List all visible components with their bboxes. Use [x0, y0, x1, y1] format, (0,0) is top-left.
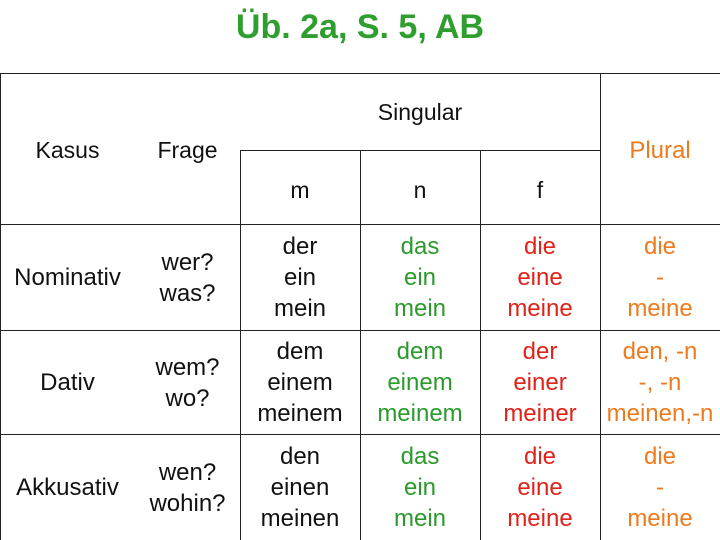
article-form: einem — [267, 369, 333, 396]
article-form: der — [522, 338, 558, 365]
frage-line: wer? — [161, 248, 214, 276]
article-form: meiner — [503, 400, 577, 427]
article-form: - — [656, 264, 664, 291]
article-form: meinen — [260, 505, 340, 532]
frage-line: wohin? — [149, 489, 226, 517]
article-form: meine — [507, 295, 573, 322]
cell-plural-dativ — [600, 331, 720, 434]
cell-m-akkusativ — [240, 435, 360, 540]
frage-line: wem? — [155, 353, 220, 381]
article-form: die — [643, 233, 677, 260]
article-form: eine — [517, 474, 563, 501]
article-form: die — [523, 233, 557, 260]
header-plural: Plural — [629, 136, 691, 164]
article-form: mein — [393, 505, 447, 532]
row-kasus-akkusativ: Akkusativ — [16, 474, 119, 501]
row-frage-nominativ — [135, 225, 240, 330]
article-form: dem — [276, 338, 324, 365]
article-form: ein — [403, 264, 437, 291]
article-form: meinem — [377, 400, 463, 427]
cell-f-nominativ — [480, 225, 600, 330]
article-form: meine — [627, 295, 693, 322]
article-form: den, -n — [622, 338, 698, 365]
article-form: meinen,-n — [606, 400, 714, 427]
cell-f-akkusativ — [480, 435, 600, 540]
article-form: dem — [396, 338, 444, 365]
cell-n-nominativ — [360, 225, 480, 330]
article-form: den — [279, 443, 321, 470]
article-form: einer — [513, 369, 567, 396]
article-form: eine — [517, 264, 563, 291]
article-form: die — [643, 443, 677, 470]
article-form: meinem — [257, 400, 343, 427]
header-f: f — [536, 176, 544, 203]
article-form: ein — [403, 474, 437, 501]
article-form: ein — [283, 264, 317, 291]
frage-line: wo? — [165, 384, 210, 412]
cell-n-dativ — [360, 331, 480, 434]
frage-line: was? — [159, 279, 216, 307]
header-kasus: Kasus — [35, 136, 100, 163]
singular-divider — [240, 150, 600, 151]
article-form: einen — [270, 474, 330, 501]
article-form: das — [400, 443, 440, 470]
article-form: die — [523, 443, 557, 470]
article-form: das — [400, 233, 440, 260]
header-frage: Frage — [157, 136, 218, 163]
article-form: - — [656, 474, 664, 501]
article-form: mein — [393, 295, 447, 322]
article-form: mein — [273, 295, 327, 322]
frage-line: wen? — [158, 458, 217, 486]
cell-plural-nominativ — [600, 225, 720, 330]
article-form: -, -n — [638, 369, 682, 396]
article-form: meine — [507, 505, 573, 532]
row-kasus-nominativ: Nominativ — [14, 264, 121, 291]
article-form: einem — [387, 369, 453, 396]
row-frage-akkusativ — [135, 435, 240, 540]
header-m: m — [290, 176, 310, 203]
page-title: Üb. 2a, S. 5, AB — [235, 8, 485, 46]
header-singular: Singular — [377, 98, 463, 125]
cell-m-dativ — [240, 331, 360, 434]
row-frage-dativ — [135, 331, 240, 434]
cell-m-nominativ — [240, 225, 360, 330]
article-form: meine — [627, 505, 693, 532]
cell-plural-akkusativ — [600, 435, 720, 540]
header-n: n — [413, 176, 427, 203]
table-top-border — [0, 73, 720, 74]
row-kasus-dativ: Dativ — [40, 369, 95, 396]
article-form: der — [282, 233, 318, 260]
cell-n-akkusativ — [360, 435, 480, 540]
cell-f-dativ — [480, 331, 600, 434]
